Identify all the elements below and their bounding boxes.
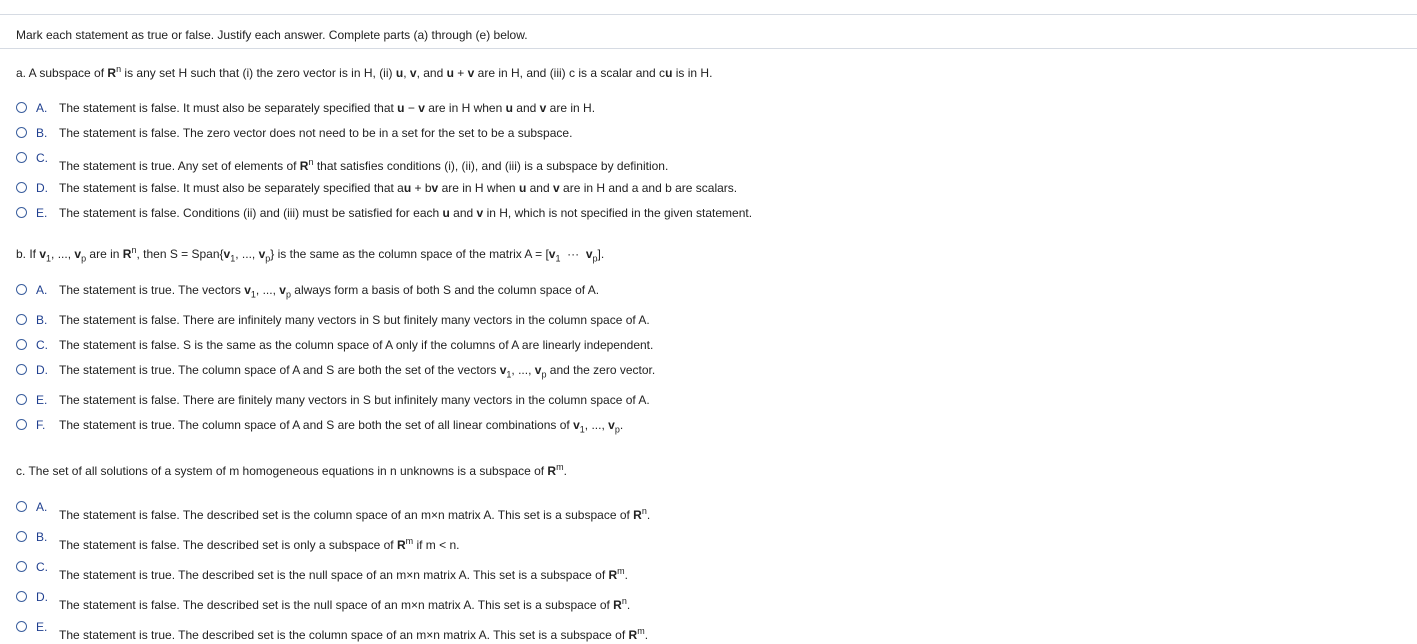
option-letter: D. (36, 590, 48, 604)
radio-button-icon[interactable] (16, 419, 27, 430)
option-text: The statement is true. The vectors $v_1$, ..., $v_p$ always form a basis of both S and the column space of A. (59, 283, 600, 300)
radio-button-icon[interactable] (16, 591, 27, 602)
option-letter: E. (36, 206, 48, 220)
option-text: The statement is false. The described set is the null space of an m×n matrix A. This set is a subspace of $R^n$. (59, 596, 631, 612)
radio-button-icon[interactable] (16, 152, 27, 163)
option-letter: C. (36, 560, 48, 574)
option-text: The statement is true. The column space of A and S are both the set of all linear combinations of $v_1$, ..., $v_p$. (59, 418, 624, 435)
option-letter: C. (36, 338, 48, 352)
instruction-text: Mark each statement as true or false. Justify each answer. Complete parts (a) through (e) below. (16, 28, 528, 42)
option-letter: A. (36, 101, 48, 115)
option-text: The statement is true. Any set of elements of $R^n$ that satisfies conditions (i), (ii), and (iii) is a subspace by definition. (59, 157, 669, 173)
top-divider (0, 14, 1417, 15)
option-letter: B. (36, 313, 48, 327)
radio-button-icon[interactable] (16, 314, 27, 325)
instruction-divider (0, 48, 1417, 49)
option-text: The statement is false. The described set is only a subspace of $R^m$ if m < n. (59, 536, 460, 552)
option-letter: E. (36, 620, 48, 634)
radio-button-icon[interactable] (16, 394, 27, 405)
option-letter: A. (36, 500, 48, 514)
option-text: The statement is true. The column space of A and S are both the set of the vectors $v_1$, ..., $v_p$ and the zero vector. (59, 363, 656, 380)
radio-button-icon[interactable] (16, 531, 27, 542)
radio-button-icon[interactable] (16, 561, 27, 572)
radio-button-icon[interactable] (16, 102, 27, 113)
radio-button-icon[interactable] (16, 501, 27, 512)
option-text: The statement is false. The zero vector does not need to be in a set for the set to be a subspace. (59, 126, 573, 140)
radio-button-icon[interactable] (16, 207, 27, 218)
option-text: The statement is false. It must also be separately specified that u − v are in H when u and v are in H. (59, 101, 596, 115)
option-letter: E. (36, 393, 48, 407)
option-text: The statement is false. S is the same as the column space of A only if the columns of A are linearly independent. (59, 338, 654, 352)
option-letter: F. (36, 418, 46, 432)
radio-button-icon[interactable] (16, 182, 27, 193)
question-a: a. A subspace of $R^n$ is any set H such that (i) the zero vector is in H, (ii) u, v, and u + v are in H, and (iii) c is a scalar and cu is in H. (16, 64, 713, 80)
option-letter: D. (36, 181, 48, 195)
option-text: The statement is false. There are finitely many vectors in S but infinitely many vectors in the column space of A. (59, 393, 650, 407)
radio-button-icon[interactable] (16, 339, 27, 350)
option-text: The statement is true. The described set is the null space of an m×n matrix A. This set is a subspace of $R^m$. (59, 566, 629, 582)
option-letter: A. (36, 283, 48, 297)
option-text: The statement is false. It must also be separately specified that au + bv are in H when u and v are in H and a and b are scalars. (59, 181, 738, 195)
option-text: The statement is false. There are infinitely many vectors in S but finitely many vectors in the column space of A. (59, 313, 650, 327)
radio-button-icon[interactable] (16, 621, 27, 632)
option-text: The statement is false. Conditions (ii) and (iii) must be satisfied for each u and v in H, which is not specified in the given statement. (59, 206, 753, 220)
question-b: b. If $v_1$, ..., $v_p$ are in $R^n$, then $S = Span\{v_1$, ..., $v_p$} is the same as the column space of the matrix $A = [v_1$ ··· $v_p$]. (16, 245, 605, 264)
radio-button-icon[interactable] (16, 127, 27, 138)
radio-button-icon[interactable] (16, 364, 27, 375)
option-letter: D. (36, 363, 48, 377)
option-letter: B. (36, 530, 48, 544)
question-c: c. The set of all solutions of a system of m homogeneous equations in n unknowns is a subspace of $R^m$. (16, 462, 567, 478)
option-text: The statement is false. The described set is the column space of an m×n matrix A. This set is a subspace of $R^n$. (59, 506, 651, 522)
option-text: The statement is true. The described set is the column space of an m×n matrix A. This set is a subspace of $R^m$. (59, 626, 649, 642)
option-letter: C. (36, 151, 48, 165)
radio-button-icon[interactable] (16, 284, 27, 295)
option-letter: B. (36, 126, 48, 140)
